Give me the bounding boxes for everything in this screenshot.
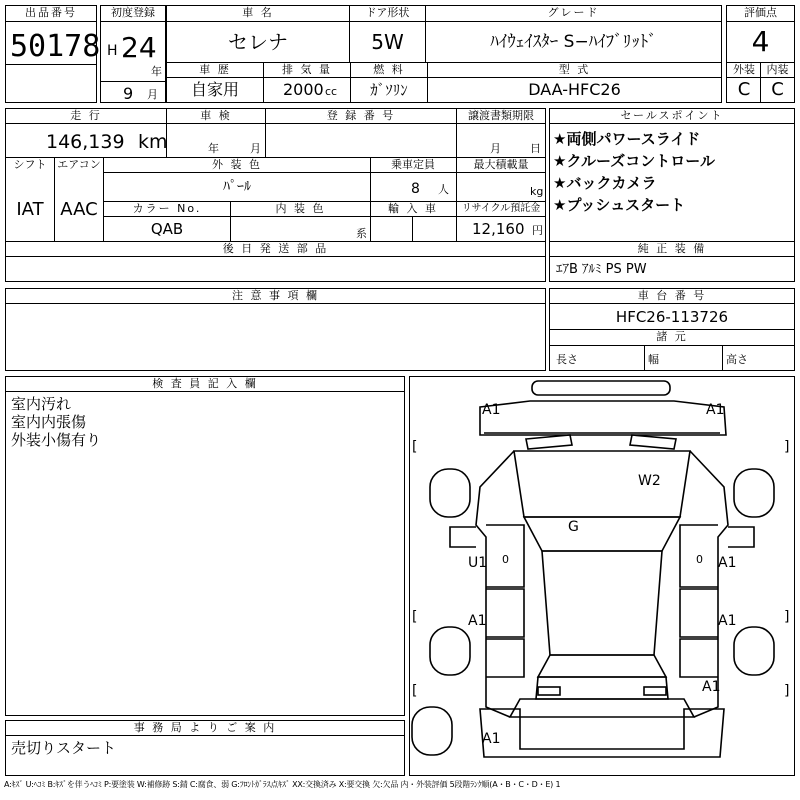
model-code: DAA-HFC26 xyxy=(528,80,621,99)
sales-point: ★クルーズコントロール xyxy=(553,152,715,170)
first-registration-month: 9 xyxy=(123,84,134,103)
specs-label: 諸 元 xyxy=(656,330,688,343)
grade-label: グレード xyxy=(547,6,600,19)
inspector-box xyxy=(5,376,405,716)
damage-mark: A1 xyxy=(482,731,501,747)
chassis-number: HFC26-113726 xyxy=(615,308,729,326)
door-handle-mark: 0 xyxy=(502,553,509,566)
mileage-label: 走 行 xyxy=(70,109,102,122)
sales-point: ★バックカメラ xyxy=(553,174,657,192)
vehicle-details-box xyxy=(5,108,546,282)
aircon: AAC xyxy=(60,199,98,220)
notes-label: 注 意 事 項 欄 xyxy=(232,289,319,302)
recycle-fee: 12,160 xyxy=(472,220,525,238)
score: 4 xyxy=(751,25,770,58)
condition-box xyxy=(726,62,795,103)
length-label: 長さ xyxy=(556,353,578,366)
car-diagram-svg xyxy=(410,377,794,775)
damage-mark: U1 xyxy=(468,555,488,571)
inspector-note: 外装小傷有り xyxy=(11,431,102,449)
damage-mark: W2 xyxy=(638,473,661,489)
chassis-box xyxy=(549,288,795,371)
score-box xyxy=(726,5,795,63)
displacement-label: 排 気 量 xyxy=(282,63,332,76)
exterior-grade: C xyxy=(737,79,751,100)
first-registration-year: 24 xyxy=(121,31,157,64)
damage-mark: G xyxy=(568,519,579,535)
shift-label: シフト xyxy=(13,158,47,171)
color-number: QAB xyxy=(150,220,184,238)
door-box xyxy=(349,5,426,63)
interior-color-label: 内 装 色 xyxy=(275,202,326,215)
inspector-note: 室内内張傷 xyxy=(11,413,87,431)
shift: IAT xyxy=(16,199,44,220)
door-handle-mark: 0 xyxy=(696,553,703,566)
inspection-month-unit: 月 xyxy=(250,142,261,155)
bracket: [ xyxy=(412,439,418,455)
inspector-label: 検 査 員 記 入 欄 xyxy=(152,377,258,390)
bracket: [ xyxy=(412,609,418,625)
door-type: 5W xyxy=(371,30,404,54)
equipment-label: 純 正 装 備 xyxy=(637,242,707,255)
interior-grade: C xyxy=(771,79,784,100)
max-load-unit: kg xyxy=(530,185,544,198)
lot-number: 50178 xyxy=(10,29,101,64)
score-label: 評価点 xyxy=(744,6,777,19)
notes-box xyxy=(5,288,546,371)
displacement-unit: cc xyxy=(325,85,338,98)
registration-number-label: 登 録 番 号 xyxy=(326,109,396,122)
seats: 8 xyxy=(411,181,420,197)
exterior-color: ﾊﾟｰﾙ xyxy=(223,179,251,195)
first-registration-label: 初度登録 xyxy=(111,6,155,19)
mileage-unit: km xyxy=(138,131,168,153)
height-label: 高さ xyxy=(726,353,748,366)
chassis-number-label: 車 台 番 号 xyxy=(637,289,707,302)
sales-points-box xyxy=(549,108,795,242)
inspection-label: 車 検 xyxy=(200,109,232,122)
sales-point: ★両側パワースライド xyxy=(553,130,701,148)
car-name: セレナ xyxy=(228,30,288,54)
recycle-label: リサイクル預託金 xyxy=(461,203,541,214)
color-number-label: カラー No. xyxy=(132,202,202,215)
lot-number-box xyxy=(5,5,101,103)
damage-mark: A1 xyxy=(702,679,721,695)
second-row-box xyxy=(166,62,722,103)
damage-mark: A1 xyxy=(468,613,487,629)
history-label: 車 歴 xyxy=(199,63,231,76)
fuel-label: 燃 料 xyxy=(373,63,405,76)
car-name-label: 車 名 xyxy=(242,6,274,19)
displacement: 2000 xyxy=(283,80,324,99)
transfer-month-unit: 月 xyxy=(490,142,501,155)
seats-unit: 人 xyxy=(438,183,449,196)
mileage: 146,139 xyxy=(46,131,125,153)
fuel: ｶﾞｿﾘﾝ xyxy=(370,81,408,99)
damage-mark: A1 xyxy=(706,402,725,418)
seats-label: 乗車定員 xyxy=(391,158,435,171)
equipment: ｴｱB ｱﾙﾐ PS PW xyxy=(556,262,647,277)
era-letter: H xyxy=(107,43,118,59)
interior-color-unit: 系 xyxy=(356,227,367,240)
office-label: 事 務 局 よ り ご 案 内 xyxy=(133,721,277,734)
transfer-day-unit: 日 xyxy=(530,142,541,155)
damage-legend: A:ｷｽﾞ U:ﾍｺﾐ B:ｷｽﾞを伴うﾍｺﾐ P:要塗装 W:補修跡 S:錆 C:腐食、弱 G:ﾌﾛﾝﾄｶﾞﾗｽ点ｷｽﾞ XX:交換済み X:要交換 欠:欠品 内・外装評価 5段階ﾗﾝｸ順(A・B・C・D・E) 1 xyxy=(4,780,561,789)
inspection-year-unit: 年 xyxy=(208,142,219,155)
first-registration-box xyxy=(100,5,166,103)
bracket: ] xyxy=(784,439,790,455)
car-name-box xyxy=(166,5,350,63)
door-label: ドア形状 xyxy=(365,6,410,19)
month-unit: 月 xyxy=(147,88,158,101)
damage-diagram xyxy=(409,376,795,776)
lot-number-label: 出品番号 xyxy=(25,6,77,19)
max-load-label: 最大積載量 xyxy=(473,158,529,171)
bracket: [ xyxy=(412,683,418,699)
damage-mark: A1 xyxy=(482,402,501,418)
later-parts-label: 後 日 発 送 部 品 xyxy=(222,242,329,255)
office-note: 売切りスタート xyxy=(11,739,117,757)
bracket: ] xyxy=(784,683,790,699)
grade: ﾊｲｳｪｲｽﾀｰ S−ﾊｲﾌﾞﾘｯﾄﾞ xyxy=(490,32,657,52)
history: 自家用 xyxy=(190,80,239,99)
inspector-note: 室内汚れ xyxy=(11,395,72,413)
exterior-color-label: 外 装 色 xyxy=(212,158,262,171)
sales-point: ★プッシュスタート xyxy=(553,196,686,214)
interior-label: 内装 xyxy=(766,63,789,76)
sales-points-label: セールスポイント xyxy=(620,109,724,122)
bracket: ] xyxy=(784,609,790,625)
recycle-unit: 円 xyxy=(532,224,543,237)
import-label: 輸 入 車 xyxy=(388,202,438,215)
aircon-label: エアコン xyxy=(57,158,101,171)
equipment-box xyxy=(549,241,795,282)
year-unit: 年 xyxy=(151,65,162,78)
width-label: 幅 xyxy=(648,353,659,366)
damage-mark: A1 xyxy=(718,613,737,629)
grade-box xyxy=(425,5,722,63)
office-box xyxy=(5,720,405,776)
model-label: 型 式 xyxy=(558,63,591,76)
exterior-label: 外装 xyxy=(733,63,755,76)
damage-mark: A1 xyxy=(718,555,737,571)
transfer-deadline-label: 譲渡書類期限 xyxy=(468,109,534,122)
